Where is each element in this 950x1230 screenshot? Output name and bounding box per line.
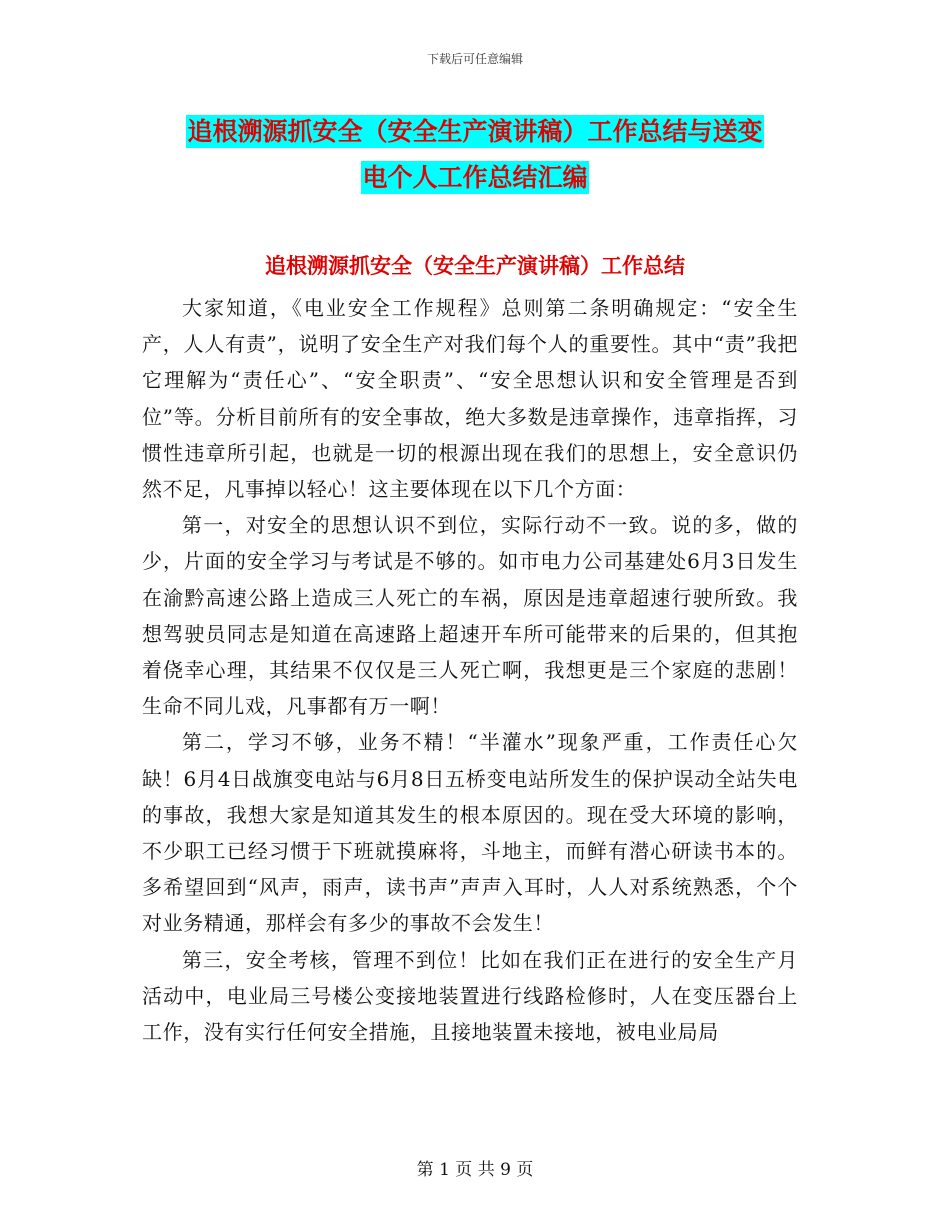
body-text: [142, 290, 798, 1050]
page-footer: 第 1 页 共 9 页: [416, 1160, 534, 1180]
title-line-2-text: 电个人工作总结汇编: [362, 163, 588, 192]
document-title-line-2: [120, 158, 830, 194]
paragraph-second-point: 第二，学习不够，业务不精！“半灌水”现象严重，工作责任心欠缺！6月4日战旗变电站与6月8日五桥变电站所发生的保护误动全站失电的事故，我想大家是知道其发生的根本原因的。现在受大环境的影响，不少职工已经习惯于下班就摸麻将，斗地主，而鲜有潜心研读书本的。多希望回到“风声，雨声，读书声”声声入耳时，人人对系统熟悉，个个对业务精通，那样会有多少的事故不会发生！: [142, 730, 798, 936]
paragraph-third-point: 第三，安全考核，管理不到位！比如在我们正在进行的安全生产月活动中，电业局三号楼公变接地装置进行线路检修时，人在变压器台上工作，没有实行任何安全措施，且接地装置未接地，被电业局局: [142, 947, 798, 1045]
document-title-line-1: [120, 112, 830, 148]
section-title: 追根溯源抓安全（安全生产演讲稿）工作总结: [265, 254, 685, 278]
title-line-1-text: 追根溯源抓安全（安全生产演讲稿）工作总结与送变: [187, 117, 763, 146]
header-note: 下载后可任意编辑: [426, 52, 523, 66]
paragraph-intro: 大家知道，《电业安全工作规程》总则第二条明确规定：“安全生产，人人有责”，说明了安全生产对我们每个人的重要性。其中“责”我把它理解为“责任心”、“安全职责”、“安全思想认识和安全管理是否到位”等。分析目前所有的安全事故，绝大多数是违章操作，违章指挥，习惯性违章所引起，也就是一切的根源出现在我们的思想上，安全意识仍然不足，凡事掉以轻心！这主要体现在以下几个方面：: [142, 296, 798, 502]
paragraph-first-point: 第一，对安全的思想认识不到位，实际行动不一致。说的多，做的少，片面的安全学习与考试是不够的。如市电力公司基建处6月3日发生在渝黔高速公路上造成三人死亡的车祸，原因是违章超速行驶所致。我想驾驶员同志是知道在高速路上超速开车所可能带来的后果的，但其抱着侥幸心理，其结果不仅仅是三人死亡啊，我想更是三个家庭的悲剧！生命不同儿戏，凡事都有万一啊！: [142, 513, 798, 719]
